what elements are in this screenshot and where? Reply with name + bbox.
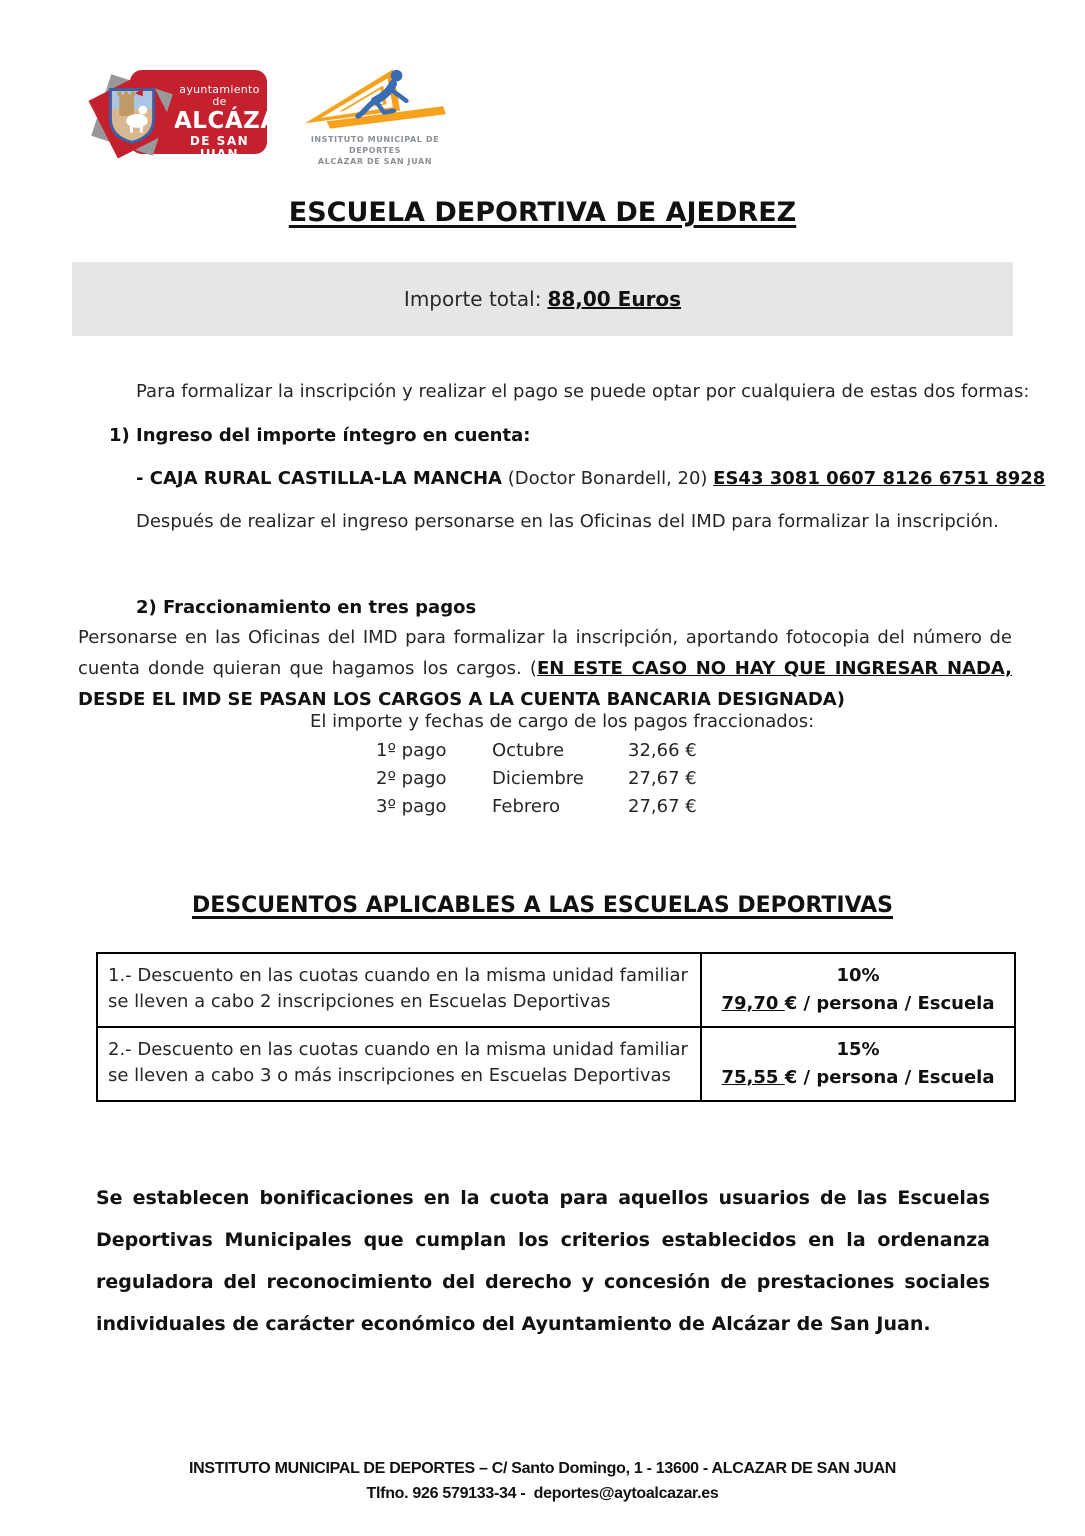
bank-address: (Doctor Bonardell, 20) [501, 468, 714, 489]
discounts-table [96, 952, 1016, 1102]
installment-month: Octubre [492, 740, 565, 761]
imd-runner-swoosh-icon [291, 64, 459, 134]
total-amount-banner [72, 262, 1013, 336]
installment-row [376, 765, 697, 793]
total-amount-value: 88,00 Euros [547, 287, 682, 311]
installment-paragraph-bold: DESDE EL IMD SE PASAN LOS CARGOS A LA CUENTA BANCARIA DESIGNADA) [78, 689, 845, 710]
bank-name: - CAJA RURAL CASTILLA-LA MANCHA [136, 468, 502, 489]
alcazar-star-shield-icon [83, 64, 185, 166]
imd-logo-caption-line1: INSTITUTO MUNICIPAL DE DEPORTES [310, 135, 440, 155]
discount-percent: 10% [836, 965, 880, 986]
after-payment-note: Después de realizar el ingreso personarse en las Oficinas del IMD para formalizar la inscripción. [136, 511, 999, 532]
installment-amount: 27,67 € [628, 768, 697, 789]
discount-percent: 15% [836, 1039, 880, 1060]
installments-intro: El importe y fechas de cargo de los pagos fraccionados: [310, 711, 815, 732]
imd-logo-caption-line2: ALCÁZAR DE SAN JUAN [317, 157, 433, 166]
ayuntamiento-logo-line1: ayuntamiento de [179, 83, 260, 108]
footer [0, 1456, 1085, 1506]
installment-amount: 27,67 € [628, 796, 697, 817]
discount-price-amount: 79,70 [721, 993, 785, 1014]
discount-price-unit: € / persona / Escuela [784, 993, 995, 1014]
discount-price-amount: 75,55 [721, 1067, 785, 1088]
discount-description: 2.- Descuento en las cuotas cuando en la misma unidad familiar se lleven a cabo 3 o más inscripciones en Escuelas Deportivas [97, 1027, 701, 1101]
option1-heading: 1) Ingreso del importe íntegro en cuenta: [109, 425, 531, 446]
discount-price [704, 1064, 1012, 1092]
discount-price-unit: € / persona / Escuela [784, 1067, 995, 1088]
footer-address-line: INSTITUTO MUNICIPAL DE DEPORTES – C/ Santo Domingo, 1 - 13600 - ALCAZAR DE SAN JUAN [188, 1460, 897, 1477]
installment-paragraph [78, 622, 1012, 715]
installment-paragraph-emphasis: EN ESTE CASO NO HAY QUE INGRESAR NADA, [536, 658, 1012, 679]
footer-contact-line: Tlfno. 926 579133-34 - deportes@aytoalcazar.es [366, 1485, 719, 1502]
discounts-heading: DESCUENTOS APLICABLES A LAS ESCUELAS DEPORTIVAS [191, 893, 893, 918]
ayuntamiento-logo-line3: DE SAN JUAN [189, 134, 250, 161]
installment-label: 1º pago [376, 740, 447, 761]
installments-table [376, 737, 697, 821]
installment-row [376, 737, 697, 765]
installment-label: 3º pago [376, 796, 447, 817]
page-title: ESCUELA DEPORTIVA DE AJEDREZ [288, 197, 797, 228]
installment-label: 2º pago [376, 768, 447, 789]
iban-number: ES43 3081 0607 8126 6751 8928 [713, 468, 1046, 489]
discount-price-cell [701, 953, 1015, 1027]
closing-paragraph: Se establecen bonificaciones en la cuota para aquellos usuarios de las Escuelas Deportivas Municipales que cumplan los criterios establecidos en la ordenanza reguladora del reconocimiento del derecho y concesión de prestaciones sociales individuales de carácter económico del Ayuntamiento de Alcázar de San Juan. [96, 1187, 990, 1335]
discount-price-cell [701, 1027, 1015, 1101]
installment-month: Diciembre [492, 768, 584, 789]
imd-logo [290, 64, 460, 166]
discount-description: 1.- Descuento en las cuotas cuando en la misma unidad familiar se lleven a cabo 2 inscripciones en Escuelas Deportivas [97, 953, 701, 1027]
option2-heading: 2) Fraccionamiento en tres pagos [136, 597, 477, 618]
total-amount-label: Importe total: [403, 287, 542, 311]
installment-amount: 32,66 € [628, 740, 697, 761]
table-row [97, 953, 1015, 1027]
installment-paragraph-normal: Personarse en las Oficinas del IMD para formalizar la inscripción, aportando fotocopia del número de cuenta donde quieran que hagamos los cargos. ( [78, 627, 1012, 679]
discount-price [704, 990, 1012, 1018]
bank-account-line [136, 468, 1045, 489]
installment-row [376, 793, 697, 821]
intro-paragraph: Para formalizar la inscripción y realizar el pago se puede optar por cualquiera de estas dos formas: [136, 381, 1030, 402]
installment-month: Febrero [492, 796, 560, 817]
table-row [97, 1027, 1015, 1101]
ayuntamiento-logo-line2: ALCÁZAR [174, 108, 297, 135]
ayuntamiento-alcazar-logo [85, 64, 297, 166]
